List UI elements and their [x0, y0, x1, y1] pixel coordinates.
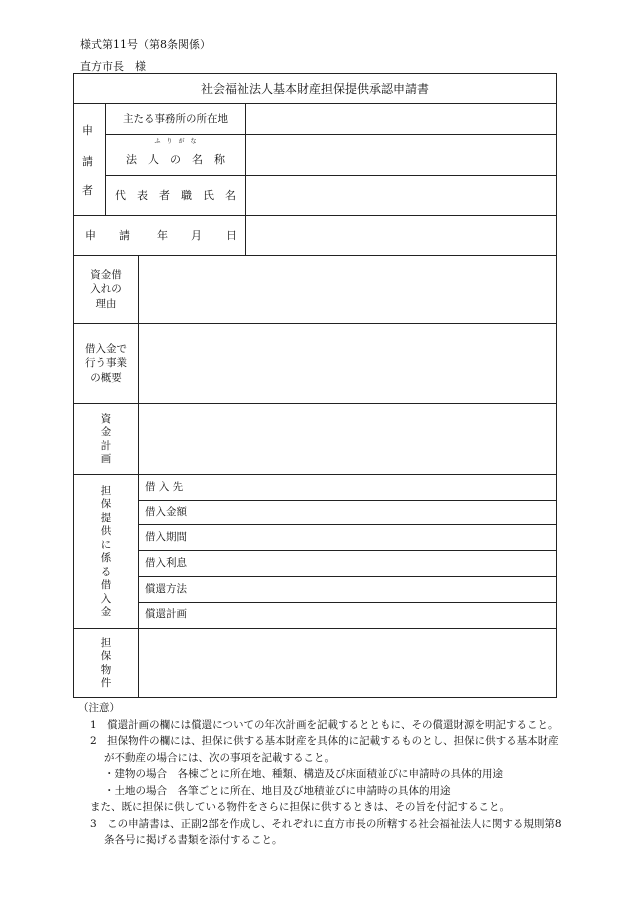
note-1: 1 償還計画の欄には償還についての年次計画を記載するとともに、その償還財源を明記すること。: [90, 718, 559, 731]
date-label-2: 請: [119, 229, 130, 242]
funding-reason-label: 資金借 入れの 理由: [90, 268, 122, 310]
project-outline-label: 借入金で 行う事業 の概要: [85, 342, 127, 384]
applicant-label-3: 者: [82, 184, 93, 197]
note-2-extra: また、既に担保に供している物件をさらに担保に供するときは、その旨を付記すること。: [90, 801, 510, 813]
corp-name-label: 法 人 の 名 称: [126, 152, 225, 166]
form-number: 様式第11号（第8条関係）: [80, 38, 211, 51]
note-2: 2 担保物件の欄には、担保に供する基本財産を具体的に記載するものとし、担保に供する基本財産が不動産の場合には、次の事項を記載すること。: [90, 735, 559, 764]
loan-item-amount: 借入金額: [145, 506, 187, 518]
loan-item-interest: 借入利息: [145, 557, 187, 569]
date-label-month: 月: [191, 229, 202, 242]
note-2-bullet-building: ・建物の場合 各棟ごとに所在地、種類、構造及び床面積並びに申請時の具体的用途: [104, 768, 503, 780]
applicant-label-1: 申: [82, 124, 93, 137]
notes-heading: （注意）: [78, 702, 120, 714]
note-2-bullet-land: ・土地の場合 各筆ごとに所在、地目及び地積並びに申請時の具体的用途: [104, 784, 451, 797]
addressee: 直方市長 様: [80, 60, 146, 73]
date-label-year: 年: [157, 229, 168, 242]
applicant-label-2: 請: [82, 155, 93, 168]
note-3: 3 この申請書は、正副2部を作成し、それぞれに直方市長の所轄する社会福祉法人に関する規則第8条各号に掲げる書類を添付すること。: [90, 817, 562, 846]
loan-group-label: 担 保 提 供 に 係 る 借 入 金: [100, 484, 112, 618]
date-label-day: 日: [226, 229, 237, 242]
collateral-label: 担 保 物 件: [100, 636, 112, 689]
date-label-1: 申: [85, 229, 96, 242]
notes-section: [78, 700, 568, 849]
loan-item-period: 借入期間: [145, 531, 187, 543]
corp-name-furigana: ふ り が な: [154, 138, 197, 145]
loan-item-lender: 借 入 先: [145, 481, 184, 493]
funding-plan-label: 資 金 計 画: [100, 412, 112, 465]
loan-item-repayment-plan: 償還計画: [145, 608, 187, 620]
form-title: 社会福祉法人基本財産担保提供承認申請書: [200, 81, 429, 96]
corp-name-furigana-row: [106, 138, 245, 146]
representative-label: 代 表 者 職 氏 名: [115, 189, 236, 202]
loan-item-repayment-method: 償還方法: [145, 583, 187, 595]
office-location-label: 主たる事務所の所在地: [123, 112, 228, 125]
